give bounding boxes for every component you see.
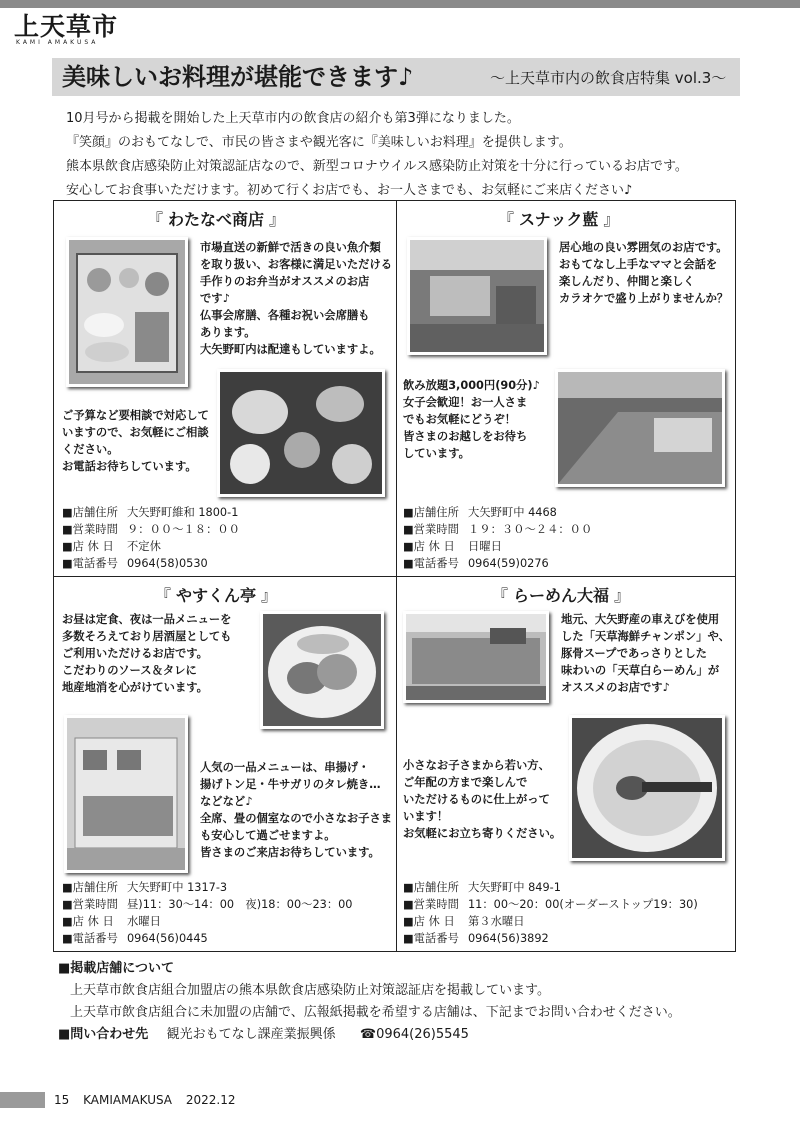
desc-line: お電話お待ちしています。 [62,460,197,473]
desc-line: 飲み放題3,000円(90分)♪ [403,379,540,392]
intro-line: 10月号から掲載を開始した上天草市内の飲食店の紹介も第3弾になりました。 [66,111,520,126]
closed-label: ■店 休 日 [403,540,455,553]
shop-card-ramen-daifuku [397,577,735,951]
shop-photo-bento [66,237,188,387]
shop-info [403,504,592,572]
hours-value: 昼)11：30～14：00 夜)18：00～23：00 [127,898,353,911]
logo-text: 上天草市 [14,12,119,41]
ramen-photo-icon [572,718,722,858]
shop-description [559,239,728,307]
shop-photo-meal [217,369,385,497]
address-value: 大矢野町維和 1800-1 [127,506,239,519]
notes-heading: ■掲載店舗について [58,961,175,976]
desc-line: お昼は定食、夜は一品メニューを [62,613,232,626]
issue-date: 2022.12 [185,1093,236,1107]
address-label: ■店舗住所 [403,881,459,894]
address-label: ■店舗住所 [62,506,118,519]
shop-info [62,879,353,947]
closed-label: ■店 休 日 [403,915,455,928]
desc-line: も安心して過ごせますよ。 [200,829,336,842]
hours-label: ■営業時間 [62,523,118,536]
desc-line: しています。 [403,447,470,460]
desc-line: ご予算など要相談で対応して [62,409,209,422]
top-bar [0,0,800,8]
logo-subtext: KAMI AMAKUSA [16,39,99,46]
shop-photo-storefront [403,611,549,703]
desc-line: です♪ [200,292,230,305]
shop-photo-karaage [260,611,384,729]
shop-description-2 [62,407,209,475]
logo [14,12,124,46]
address-label: ■店舗住所 [62,881,118,894]
desc-line: います！ [403,810,449,823]
contact-label: ■問い合わせ先 [58,1027,149,1042]
desc-line: 人気の一品メニューは、串揚げ・ [200,761,370,774]
shop-name-text: わたなべ商店 [168,210,265,229]
desc-line: を取り扱い、お客様に満足いただける [200,258,393,271]
desc-line: 女子会歓迎！お一人さま [403,396,528,409]
desc-line: いますので、お気軽にご相談 [62,426,209,439]
shop-name: 『 スナック藍 』 [497,210,620,229]
address-label: ■店舗住所 [403,506,459,519]
shop-card-watanabe [54,201,396,576]
shop-name-text: やすくん亭 [176,586,257,605]
page-title: 美味しいお料理が堪能できます♪ [62,63,414,91]
shop-description-2 [403,377,540,462]
desc-line: でもお気軽にどうぞ！ [403,413,516,426]
shop-description [561,611,730,696]
desc-line: 小さなお子さまから若い方、 [403,759,550,772]
shop-description-2 [403,757,561,842]
contact-phone: ☎0964(26)5545 [359,1027,469,1042]
desc-line: おもてなし上手なママと会話を [559,258,718,271]
intro-line: 安心してお食事いただけます。初めて行くお店でも、お一人さまでも、お気軽にご来店ください♪ [66,183,633,198]
desc-line: ご年配の方まで楽しんで [403,776,528,789]
karaage-photo-icon [263,614,381,726]
shop-description-2 [200,759,392,861]
shop-photo-interior [407,237,547,355]
shop-name-text: らーめん大福 [513,586,610,605]
desc-line: いただけるものに仕上がって [403,793,550,806]
desc-line: 地産地消を心がけています。 [62,681,208,694]
phone-value: 0964(59)0276 [468,557,549,570]
notes-line: 上天草市飲食店組合に未加盟の店舗で、広報紙掲載を希望する店舗は、下記までお問い合わせください。 [70,1005,681,1020]
shop-info [62,504,240,572]
desc-line: 豚骨スープであっさりとした [561,647,707,660]
meal-photo-icon [220,372,382,494]
desc-line: ください。 [62,443,119,456]
desc-line: 楽しんだり、仲間と楽しく [559,275,695,288]
hours-value: １９：３０～２４：００ [468,523,593,536]
hours-label: ■営業時間 [403,523,459,536]
address-value: 大矢野町中 4468 [468,506,557,519]
closed-value: 第３水曜日 [468,915,525,928]
phone-value: 0964(56)0445 [127,932,208,945]
shop-grid [53,200,736,952]
phone-label: ■電話番号 [62,932,118,945]
bento-photo-icon [69,240,185,384]
desc-line: 全席、畳の個室なので小さなお子さま [200,812,393,825]
shop-photo-bar [555,369,725,487]
desc-line: 居心地の良い雰囲気のお店です。 [559,241,728,254]
desc-line: 市場直送の新鮮で活きの良い魚介類 [200,241,381,254]
desc-line: 皆さまのご来店お待ちしています。 [200,846,380,859]
hours-label: ■営業時間 [62,898,118,911]
desc-line: 手作りのお弁当がオススメのお店 [200,275,370,288]
magazine-name: KAMIAMAKUSA [83,1093,173,1107]
closed-label: ■店 休 日 [62,915,114,928]
shop-card-snack-ai [397,201,735,576]
closed-label: ■店 休 日 [62,540,114,553]
phone-value: 0964(56)3892 [468,932,549,945]
shop-description [200,239,392,358]
phone-value: 0964(58)0530 [127,557,208,570]
desc-line: カラオケで盛り上がりませんか？ [559,292,729,305]
desc-line: 地元、大矢野産の車えびを使用 [561,613,720,626]
address-value: 大矢野町中 849-1 [468,881,561,894]
intro-text [66,107,688,203]
interior-photo-icon [410,240,544,352]
phone-label: ■電話番号 [62,557,118,570]
footer [54,1092,245,1108]
phone-label: ■電話番号 [403,932,459,945]
desc-line: 揚げトン足・牛サガリのタレ焼き… [200,778,381,791]
notes-section [58,958,681,1046]
desc-line: などなど♪ [200,795,253,808]
desc-line: こだわりのソース＆タレに [62,664,197,677]
phone-label: ■電話番号 [403,557,459,570]
shop-name: 『 やすくん亭 』 [154,586,278,605]
intro-line: 『笑顔』のおもてなしで、市民の皆さまや観光客に『美味しいお料理』を提供します。 [66,135,572,150]
desc-line: 多数そろえており居酒屋としても [62,630,232,643]
hours-value: 11：00～20：00(オーダーストップ19：30) [468,898,698,911]
shop-card-yasukuntei [54,577,396,951]
desc-line: した「天草海鮮チャンポン」や、 [561,630,730,643]
address-value: 大矢野町中 1317-3 [127,881,228,894]
storefront-photo-icon [406,614,546,700]
desc-line: お気軽にお立ち寄りください。 [403,827,562,840]
shop-info [403,879,698,947]
page-subtitle: ～上天草市内の飲食店特集 vol.3～ [490,69,727,87]
hours-value: ９：００～１８：００ [127,523,240,536]
bar-photo-icon [558,372,722,484]
desc-line: 味わいの「天草白らーめん」が [561,664,720,677]
page-number: 15 [54,1093,70,1107]
shop-description [62,611,231,696]
shop-name: 『 わたなべ商店 』 [146,210,286,229]
footer-bar [0,1092,45,1108]
shop-name: 『 らーめん大福 』 [491,586,631,605]
contact-dept: 観光おもてなし課産業振興係 [166,1027,336,1042]
intro-line: 熊本県飲食店感染防止対策認証店なので、新型コロナウイルス感染防止対策を十分に行っているお店です。 [66,159,688,174]
closed-value: 日曜日 [468,540,502,553]
shop-name-text: スナック藍 [519,210,599,229]
closed-value: 水曜日 [127,915,161,928]
title-band [52,58,740,96]
shop-photo-building [64,715,188,873]
building-photo-icon [67,718,185,870]
desc-line: オススメのお店です♪ [561,681,670,694]
closed-value: 不定休 [127,540,161,553]
desc-line: 大矢野町内は配達もしていますよ。 [200,343,381,356]
desc-line: 皆さまのお越しをお待ち [403,430,528,443]
desc-line: ご利用いただけるお店です。 [62,647,208,660]
desc-line: あります。 [200,326,256,339]
hours-label: ■営業時間 [403,898,459,911]
contact-line [58,1024,681,1046]
shop-photo-ramen [569,715,725,861]
desc-line: 仏事会席膳、各種お祝い会席膳も [200,309,370,322]
notes-line: 上天草市飲食店組合加盟店の熊本県飲食店感染防止対策認証店を掲載しています。 [70,983,550,998]
